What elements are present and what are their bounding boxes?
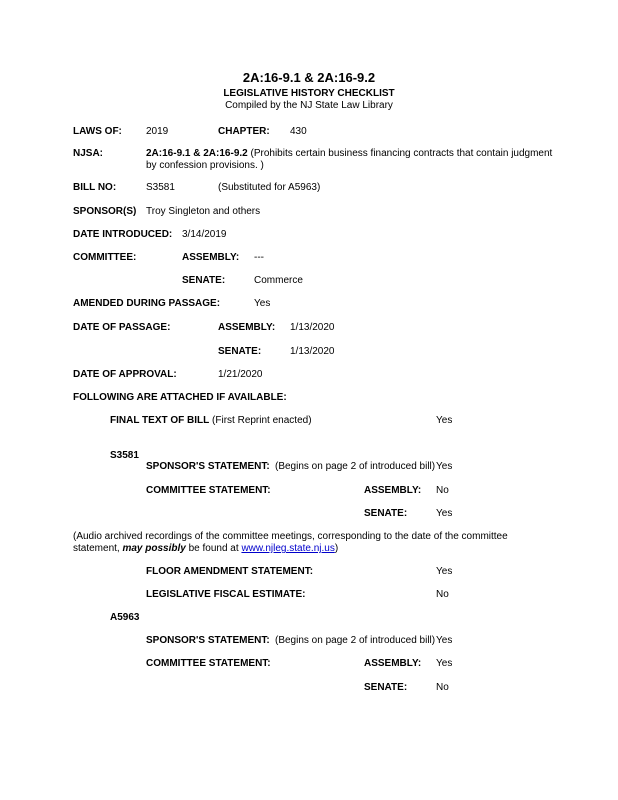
njsa-text bbox=[146, 148, 556, 172]
njleg-link[interactable]: www.njleg.state.nj.us bbox=[241, 543, 335, 554]
a5963-sponsor-label: SPONSOR'S STATEMENT: bbox=[146, 635, 270, 646]
a5963-assembly-value: Yes bbox=[436, 658, 453, 669]
passage-senate-value: 1/13/2020 bbox=[290, 346, 335, 357]
audio-note-pre: statement, bbox=[73, 543, 123, 554]
page-title: 2A:16-9.1 & 2A:16-9.2 bbox=[242, 70, 376, 85]
final-text-note: (First Reprint enacted) bbox=[209, 415, 312, 426]
amended-value: Yes bbox=[254, 298, 271, 309]
s3581-sponsor-label: SPONSOR'S STATEMENT: bbox=[146, 461, 270, 472]
audio-note-line1: (Audio archived recordings of the committee meetings, corresponding to the date of the committee bbox=[73, 531, 508, 542]
sponsor-value: Troy Singleton and others bbox=[146, 206, 261, 217]
njsa-description: (Prohibits certain business financing contracts that contain judgment by confession provisions. ) bbox=[146, 148, 553, 171]
committee-assembly-value: --- bbox=[254, 252, 264, 263]
bill-substituted-note: (Substituted for A5963) bbox=[218, 182, 321, 193]
fiscal-estimate-label: LEGISLATIVE FISCAL ESTIMATE: bbox=[146, 589, 306, 600]
approval-value: 1/21/2020 bbox=[218, 369, 263, 380]
a5963-sponsor-note: (Begins on page 2 of introduced bill) bbox=[275, 635, 436, 646]
approval-label: DATE OF APPROVAL: bbox=[73, 369, 177, 380]
audio-note-mid: be found at bbox=[185, 543, 242, 554]
s3581-senate-value: Yes bbox=[436, 508, 453, 519]
bill-no-value: S3581 bbox=[146, 182, 175, 193]
a5963-assembly-label: ASSEMBLY: bbox=[364, 658, 422, 669]
chapter-label: CHAPTER: bbox=[218, 126, 270, 137]
passage-senate-label: SENATE: bbox=[218, 346, 262, 357]
s3581-assembly-value: No bbox=[436, 485, 449, 496]
amended-label: AMENDED DURING PASSAGE: bbox=[73, 298, 221, 309]
njsa-code: 2A:16-9.1 & 2A:16-9.2 bbox=[146, 148, 248, 159]
s3581-assembly-label: ASSEMBLY: bbox=[364, 485, 422, 496]
committee-label: COMMITTEE: bbox=[73, 252, 137, 263]
s3581-label: S3581 bbox=[110, 450, 139, 461]
a5963-sponsor-value: Yes bbox=[436, 635, 453, 646]
date-introduced-label: DATE INTRODUCED: bbox=[73, 229, 173, 240]
passage-assembly-value: 1/13/2020 bbox=[290, 322, 335, 333]
compiled-by: Compiled by the NJ State Law Library bbox=[225, 100, 393, 111]
audio-note-line2 bbox=[73, 543, 338, 555]
floor-amendment-label: FLOOR AMENDMENT STATEMENT: bbox=[146, 566, 314, 577]
a5963-senate-value: No bbox=[436, 682, 449, 693]
bill-no-label: BILL NO: bbox=[73, 182, 117, 193]
laws-of-value: 2019 bbox=[146, 126, 169, 137]
passage-assembly-label: ASSEMBLY: bbox=[218, 322, 276, 333]
a5963-label: A5963 bbox=[110, 612, 140, 623]
committee-assembly-label: ASSEMBLY: bbox=[182, 252, 240, 263]
committee-senate-label: SENATE: bbox=[182, 275, 226, 286]
a5963-senate-label: SENATE: bbox=[364, 682, 408, 693]
passage-label: DATE OF PASSAGE: bbox=[73, 322, 171, 333]
final-text-row bbox=[110, 415, 312, 427]
a5963-committee-label: COMMITTEE STATEMENT: bbox=[146, 658, 271, 669]
committee-senate-value: Commerce bbox=[254, 275, 303, 286]
laws-of-label: LAWS OF: bbox=[73, 126, 122, 137]
sponsor-label: SPONSOR(S) bbox=[73, 206, 137, 217]
date-introduced-value: 3/14/2019 bbox=[182, 229, 227, 240]
audio-note-post: ) bbox=[334, 543, 339, 554]
njsa-label: NJSA: bbox=[73, 148, 104, 159]
floor-amendment-value: Yes bbox=[436, 566, 453, 577]
final-text-label: FINAL TEXT OF BILL bbox=[110, 415, 210, 426]
final-text-value: Yes bbox=[436, 415, 453, 426]
following-heading: FOLLOWING ARE ATTACHED IF AVAILABLE: bbox=[73, 392, 287, 403]
s3581-committee-label: COMMITTEE STATEMENT: bbox=[146, 485, 271, 496]
s3581-senate-label: SENATE: bbox=[364, 508, 408, 519]
fiscal-estimate-value: No bbox=[436, 589, 449, 600]
s3581-sponsor-note: (Begins on page 2 of introduced bill) bbox=[275, 461, 436, 472]
chapter-value: 430 bbox=[290, 126, 307, 137]
s3581-sponsor-value: Yes bbox=[436, 461, 453, 472]
page-subtitle: LEGISLATIVE HISTORY CHECKLIST bbox=[223, 88, 395, 99]
audio-note-emphasis: may possibly bbox=[122, 543, 186, 554]
